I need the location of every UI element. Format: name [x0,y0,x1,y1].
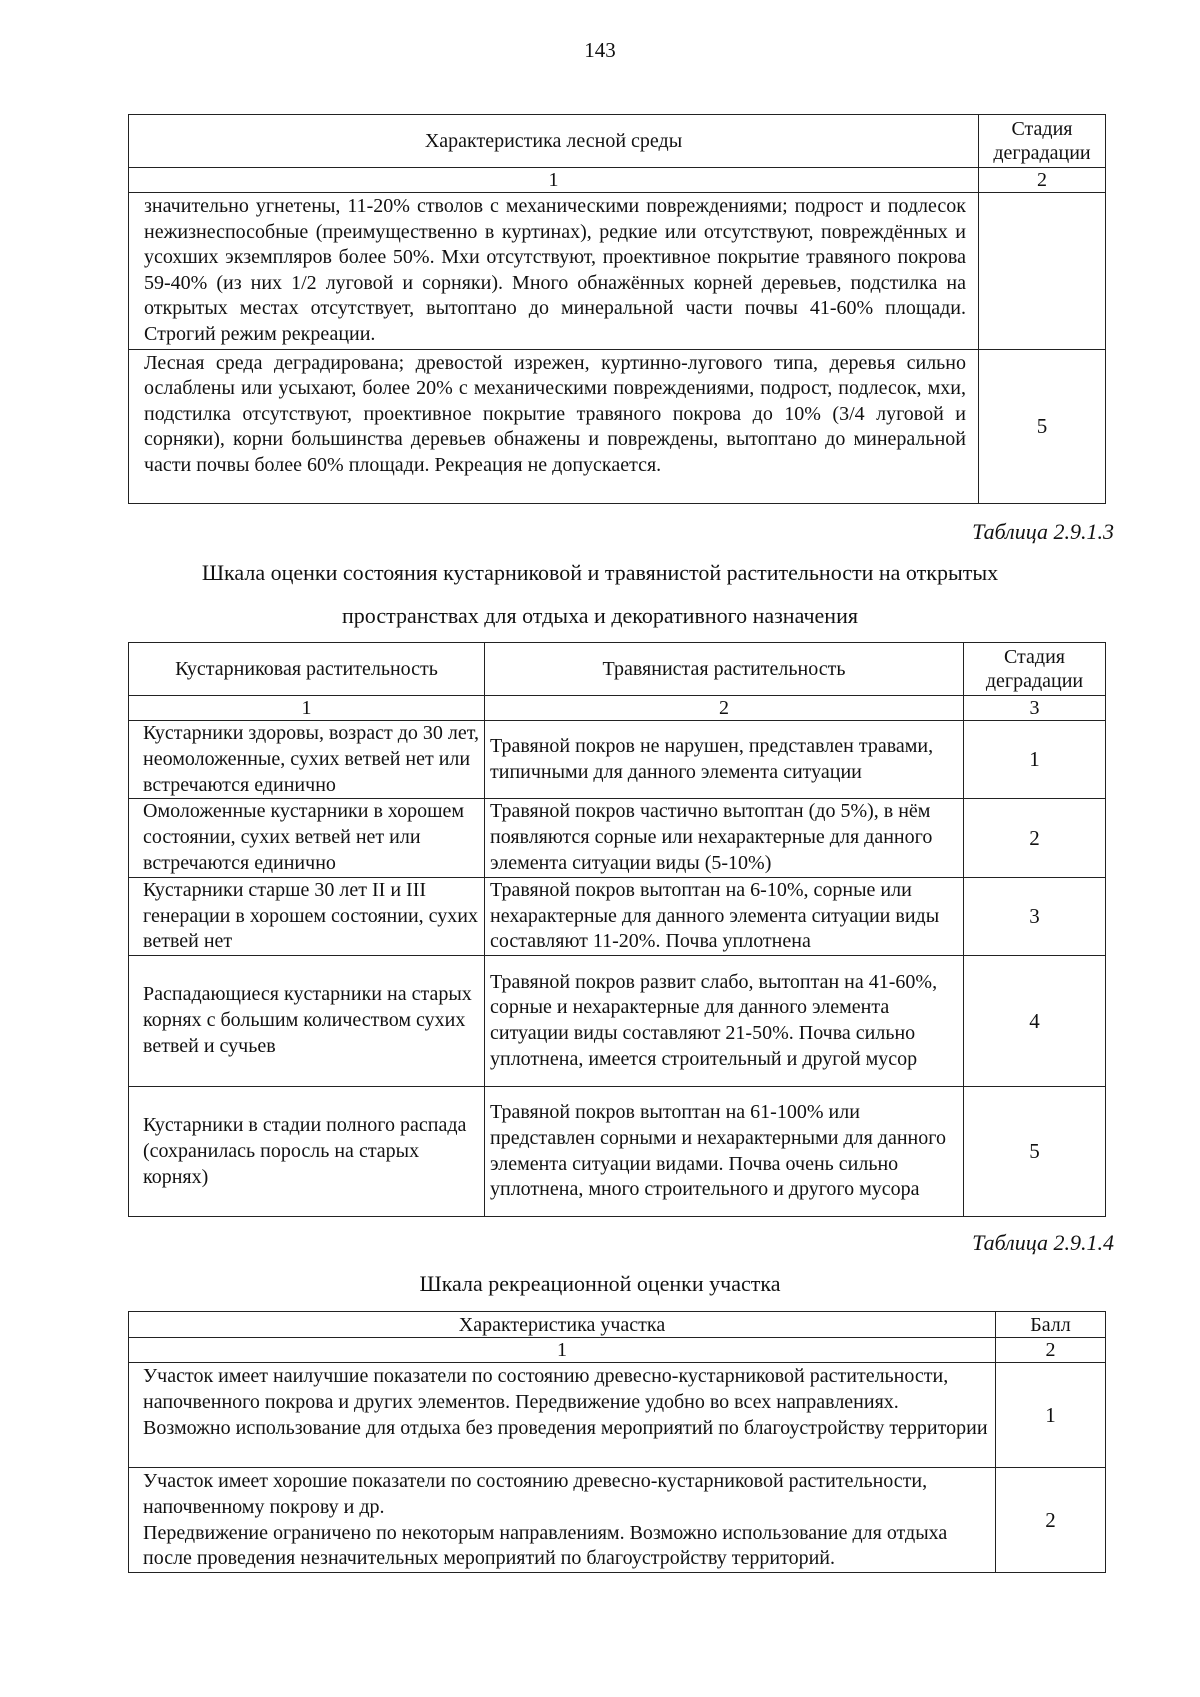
grass-cell: Травяной покров вытоптан на 6-10%, сорные или нехарактерные для данного элемента ситуации виды составляют 11-20%. Почва уплотнена [485,877,964,955]
header-forest-characteristic: Характеристика лесной среды [129,115,979,168]
recreation-assessment-table [128,1311,1106,1573]
table-title: Шкала рекреационной оценки участка [419,1271,781,1296]
site-text-cell [129,1468,996,1573]
header-degradation-stage: Стадия деградации [979,115,1106,168]
header-site-characteristic: Характеристика участка [129,1312,996,1338]
header-degradation-stage: Стадия деградации [964,643,1106,696]
site-text-line: Участок имеет хорошие показатели по состоянию древесно-кустарниковой растительности, напочвенному покрову и др. [143,1470,928,1518]
stage-cell: 2 [964,799,1106,877]
stage-cell: 4 [964,956,1106,1087]
page-number: 143 [584,38,616,62]
stage-cell: 1 [964,721,1106,799]
table-caption: Таблица 2.9.1.3 [972,519,1114,544]
table-row [129,721,1106,799]
table-row [129,799,1106,877]
shrub-cell: Кустарники в стадии полного распада (сохранилась поросль на старых корнях) [129,1087,485,1217]
table-row [129,877,1106,955]
column-number: 1 [129,168,979,193]
table-row-text: Лесная среда деградирована; древостой изрежен, куртинно-лугового типа, деревья сильно ослаблены или усыхают, более 20% с механическими повреждениями, подрост, подлесок, мхи, подстилка отсутствуют, проективное покрытие травяного покрова до 10% (3/4 луговой и сорняки), корни большинства деревьев обнажены и повреждены, вытоптано до минеральной части почвы более 60% площади. Рекреация не допускается. [129,349,979,503]
table-title-line: Шкала оценки состояния кустарниковой и травянистой растительности на открытых [201,560,999,585]
header-grass-vegetation: Травянистая растительность [485,643,964,696]
column-number: 3 [964,696,1106,721]
site-text-line: Передвижение ограничено по некоторым направлениям. Возможно использование для отдыха после проведения незначительных мероприятий по благоустройству территорий. [143,1521,948,1570]
table-row-stage: 5 [979,349,1106,503]
column-number: 2 [485,696,964,721]
table-row-text: значительно угнетены, 11-20% стволов с механическими повреждениями; подрост и подлесок нежизнеспособные (преимущественно в куртинах), редкие или отсутствуют, повреждённых и усохших экземпляров более 50%. Мхи отсутствуют, проективное покрытие травяного покрова 59-40% (из них 1/2 луговой и сорняки). Много обнажённых корней деревьев, подстилка на открытых местах отсутствует, вытоптано до минеральной части почвы 41-60% площади. Строгий режим рекреации. [129,193,979,350]
shrub-cell: Кустарники старше 30 лет II и III генерации в хорошем состоянии, сухих ветвей нет [129,877,485,955]
stage-cell: 5 [964,1087,1106,1217]
table-row [129,1087,1106,1217]
grass-cell: Травяной покров не нарушен, представлен травами, типичными для данного элемента ситуации [485,721,964,799]
header-shrub-vegetation: Кустарниковая растительность [129,643,485,696]
forest-environment-table [128,114,1106,504]
shrub-grass-vegetation-table [128,642,1106,1217]
column-number: 1 [129,696,485,721]
table-row [129,1363,1106,1468]
table-row [129,956,1106,1087]
header-score: Балл [996,1312,1106,1338]
site-text-cell: Участок имеет наилучшие показатели по состоянию древесно-кустарниковой растительности, напочвенного покрова и других элементов. Передвижение удобно во всех направлениях. Возможно использование для отдыха без проведения мероприятий по благоустройству территории [129,1363,996,1468]
grass-cell: Травяной покров развит слабо, вытоптан на 41-60%, сорные и нехарактерные для данного элемента ситуации виды составляют 21-50%. Почва сильно уплотнена, имеется строительный и другой мусор [485,956,964,1087]
column-number: 1 [129,1338,996,1363]
stage-cell: 3 [964,877,1106,955]
table-title-line: пространствах для отдыха и декоративного назначения [342,603,858,628]
shrub-cell: Омоложенные кустарники в хорошем состоянии, сухих ветвей нет или встречаются единично [129,799,485,877]
table-row [129,1468,1106,1573]
score-cell: 1 [996,1363,1106,1468]
table-row-stage [979,193,1106,350]
column-number: 2 [996,1338,1106,1363]
shrub-cell: Кустарники здоровы, возраст до 30 лет, неомоложенные, сухих ветвей нет или встречаются единично [129,721,485,799]
table-caption: Таблица 2.9.1.4 [972,1230,1114,1255]
column-number: 2 [979,168,1106,193]
score-cell: 2 [996,1468,1106,1573]
grass-cell: Травяной покров частично вытоптан (до 5%), в нём появляются сорные или нехарактерные для данного элемента ситуации виды (5-10%) [485,799,964,877]
grass-cell: Травяной покров вытоптан на 61-100% или представлен сорными и нехарактерными для данного элемента ситуации видами. Почва очень сильно уплотнена, много строительного и другого мусора [485,1087,964,1217]
shrub-cell: Распадающиеся кустарники на старых корнях с большим количеством сухих ветвей и сучьев [129,956,485,1087]
